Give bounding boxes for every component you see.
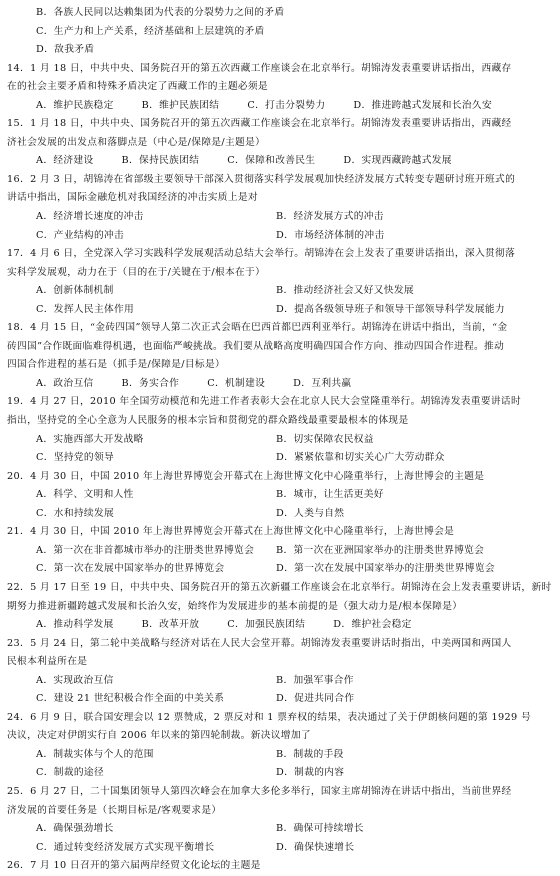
answer-option: B．制裁的手段 xyxy=(276,748,344,760)
answer-option: B．推动经济社会又好又快发展 xyxy=(276,285,414,297)
question-stem-continued: 砖四国”合作既面临难得机遇，也面临严峻挑战。我们要从战略高度明确四国合作方向、推动四国合作进程。推动 xyxy=(7,340,505,352)
question-stem-continued: 实科学发展观，动力在于（目的在于/关键在于/根本在于） xyxy=(7,266,266,278)
answer-option: A．第一次在非首都城市举办的注册类世界博览会 xyxy=(36,544,255,556)
answer-option: C．机制建设 xyxy=(207,377,266,389)
answer-option: D．促进共同合作 xyxy=(276,693,355,705)
answer-option: C．发挥人民主体作用 xyxy=(36,303,135,315)
question-stem-continued: 指出，坚持党的全心全意为人民服务的根本宗旨和贯彻党的群众路线最重要最根本的体现是 xyxy=(7,415,409,427)
answer-option: C．产业结构的冲击 xyxy=(36,229,125,241)
answer-option: A．创新体制机制 xyxy=(36,285,114,297)
answer-option: A．实现政治互信 xyxy=(36,674,114,686)
answer-option: C．加强民族团结 xyxy=(227,619,306,631)
answer-option: B．切实保障农民权益 xyxy=(276,433,374,445)
question-stem: 17．4 月 6 日，全党深入学习实践科学发展观活动总结大会举行。胡锦涛在会上发表了重要讲话指出，深入贯彻落 xyxy=(7,248,516,260)
answer-option: A．确保强劲增长 xyxy=(36,823,114,835)
answer-options-row xyxy=(0,820,560,839)
question-stem-continued: 期努力推进新疆跨越式发展和长治久安，始终作为发展进步的基本前提的是（强大动力是/根本保障是） xyxy=(7,600,463,612)
answer-option: A．制裁实体与个人的范围 xyxy=(36,748,154,760)
answer-option: D．人类与自然 xyxy=(276,507,345,519)
answer-options-row xyxy=(0,375,560,394)
answer-option: B．务实合作 xyxy=(121,377,180,389)
question-stem: 16．2 月 3 日，胡锦涛在省部级主要领导干部深入贯彻落实科学发展观加快经济发展方式转变专题研讨班开班式的 xyxy=(7,173,516,185)
answer-options-row xyxy=(0,764,560,783)
answer-option: A．政治互信 xyxy=(36,377,94,389)
question-stem: 15．1 月 18 日，中共中央、国务院召开的第五次西藏工作座谈会在北京举行。胡锦涛发表重要讲话指出，西藏经 xyxy=(7,118,512,130)
question-stem: 23．5 月 24 日，第二轮中美战略与经济对话在人民大会堂开幕。胡锦涛发表重要讲话时指出，中美两国和两国人 xyxy=(7,637,512,649)
answer-options-row xyxy=(0,690,560,709)
answer-option: D．推进跨越式发展和长治久安 xyxy=(353,99,492,111)
question-stem: 18．4 月 15 日，“金砖四国”领导人第二次正式会晤在巴西首都巴西利亚举行。胡锦涛在讲话中指出，当前，“金 xyxy=(7,322,508,334)
answer-options-row xyxy=(0,672,560,691)
answer-option: C．坚持党的领导 xyxy=(36,452,115,464)
answer-options-row xyxy=(0,431,560,450)
answer-options-row xyxy=(0,449,560,468)
answer-options-row xyxy=(0,839,560,858)
answer-options-row xyxy=(0,41,560,60)
answer-option: B．改革开放 xyxy=(141,619,200,631)
answer-options-row xyxy=(0,542,560,561)
answer-options-row xyxy=(0,152,560,171)
answer-options-row xyxy=(0,97,560,116)
question-stem: 24．6 月 9 日，联合国安理会以 12 票赞成，2 票反对和 1 票弃权的结果，表决通过了关于伊朗核问题的第 1929 号 xyxy=(7,711,531,723)
answer-option: D．制裁的内容 xyxy=(276,767,345,779)
question-stem: 19．4 月 27 日，2010 年全国劳动模范和先进工作者表彰大会在北京人民大会堂隆重举行。胡锦涛发表重要讲话时 xyxy=(7,396,521,408)
question-stem: 22．5 月 17 日至 19 日，中共中央、国务院召开的第五次新疆工作座谈会在北京举行。胡锦涛在会上发表重要讲话，新时 xyxy=(7,581,552,593)
question-stem: 25．6 月 27 日，二十国集团领导人第四次峰会在加拿大多伦多举行，国家主席胡锦涛在讲话中指出，当前世界经 xyxy=(7,785,512,797)
question-stem-continued: 四国合作进程的基石是（抓手是/保障是/目标是） xyxy=(7,359,226,371)
answer-option: D．提高各级领导班子和领导干部领导科学发展能力 xyxy=(276,303,505,315)
question-stem-continued: 在的社会主要矛盾和特殊矛盾决定了西藏工作的主题必须是 xyxy=(7,81,268,93)
answer-option: D．紧紧依靠和切实关心广大劳动群众 xyxy=(276,452,445,464)
answer-option: B．第一次在亚洲国家举办的注册类世界博览会 xyxy=(276,544,485,556)
answer-option: A．实施西部大开发战略 xyxy=(36,433,144,445)
answer-option: C．制裁的途径 xyxy=(36,767,104,779)
answer-option: B．保持民族团结 xyxy=(121,155,200,167)
answer-option: C．水和持续发展 xyxy=(36,507,115,519)
question-stem: 14．1 月 18 日，中共中央、国务院召开的第五次西藏工作座谈会在北京举行。胡锦涛发表重要讲话指出，西藏存 xyxy=(7,62,512,74)
answer-options-row xyxy=(0,746,560,765)
answer-option: C．第一次在发展中国家举办的世界博览会 xyxy=(36,563,225,575)
answer-options-row xyxy=(0,282,560,301)
answer-options-row xyxy=(0,208,560,227)
answer-option: C．通过转变经济发展方式实现平衡增长 xyxy=(36,841,215,853)
answer-option: C．建设 21 世纪积极合作全面的中美关系 xyxy=(36,693,225,705)
answer-option: D．市场经济体制的冲击 xyxy=(276,229,385,241)
answer-options-row xyxy=(0,23,560,42)
question-stem: 20．4 月 30 日，中国 2010 年上海世界博览会开幕式在上海世博文化中心隆重举行，上海世博会的主题是 xyxy=(7,470,485,482)
answer-options-row xyxy=(0,4,560,23)
answer-option: B．经济发展方式的冲击 xyxy=(276,211,384,223)
answer-options-row xyxy=(0,301,560,320)
answer-option: A．科学、文明和人性 xyxy=(36,489,134,501)
answer-option: C．打击分裂势力 xyxy=(247,99,326,111)
answer-option: B．加强军事合作 xyxy=(276,674,354,686)
question-stem-continued: 决议，决定对伊朗实行自 2006 年以来的第四轮制裁。新决议增加了 xyxy=(7,730,311,742)
answer-options-row xyxy=(0,616,560,635)
question-stem-continued: 讲话中指出，国际金融危机对我国经济的冲击实质上是对 xyxy=(7,192,258,204)
question-stem-continued: 济社会发展的出发点和落脚点是（中心是/保障是/主题是） xyxy=(7,136,266,148)
answer-options-row xyxy=(0,560,560,579)
answer-option: B．城市，让生活更美好 xyxy=(276,489,384,501)
answer-option: A．维护民族稳定 xyxy=(36,99,114,111)
question-stem-continued: 民根本利益所在是 xyxy=(7,656,88,668)
answer-option: B．确保可持续增长 xyxy=(276,823,364,835)
answer-options-row xyxy=(0,227,560,246)
answer-options-row xyxy=(0,486,560,505)
answer-option: A．经济增长速度的冲击 xyxy=(36,211,144,223)
answer-option: D．第一次在发展中国家举办的注册类世界博览会 xyxy=(276,563,495,575)
answer-option: D．敌我矛盾 xyxy=(36,44,95,56)
answer-options-row xyxy=(0,505,560,524)
answer-option: C．生产力和上产关系，经济基础和上层建筑的矛盾 xyxy=(36,25,265,37)
answer-option: D．实现西藏跨越式发展 xyxy=(343,155,452,167)
answer-option: A．经济建设 xyxy=(36,155,94,167)
answer-option: C．保障和改善民生 xyxy=(227,155,316,167)
answer-option: A．推动科学发展 xyxy=(36,619,114,631)
question-stem-continued: 济发展的首要任务是（长期目标是/客观要求是） xyxy=(7,804,222,816)
question-stem: 21．4 月 30 日，中国 2010 年上海世界博览会开幕式在上海世博文化中心隆重举行，上海世博会是 xyxy=(7,526,455,538)
answer-option: D．确保快速增长 xyxy=(276,841,355,853)
answer-option: D．维护社会稳定 xyxy=(333,619,412,631)
answer-option: D．互利共赢 xyxy=(293,377,352,389)
answer-option: B．各族人民同以达赖集团为代表的分裂势力之间的矛盾 xyxy=(36,7,285,18)
question-stem: 26．7 月 10 日召开的第六届两岸经贸文化论坛的主题是 xyxy=(7,860,261,872)
answer-option: B．维护民族团结 xyxy=(141,99,220,111)
